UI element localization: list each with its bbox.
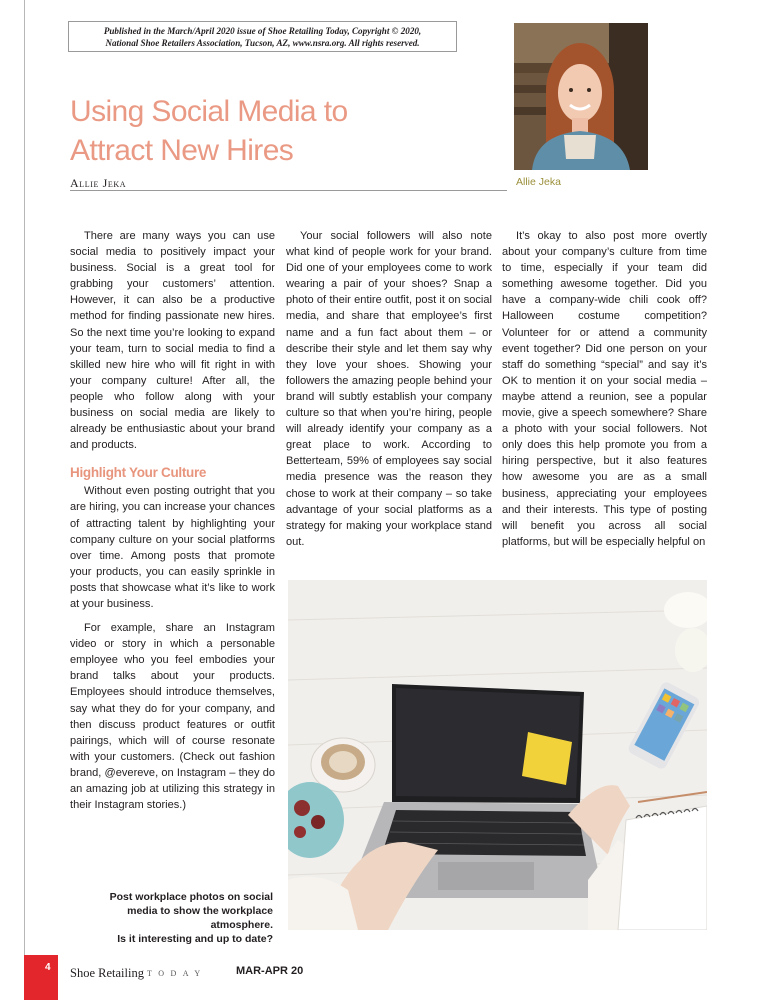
photo-caption-line-2: media to show the workplace atmosphere. <box>127 905 273 931</box>
section-subhead: Highlight Your Culture <box>70 465 207 481</box>
laptop-workspace-photo <box>288 580 707 930</box>
column-1-paragraph-1: There are many ways you can use social media to positively impact your business. Social is a great tool for grabbing your customers’ attention. However, it can also be a productive method for finding passionate new hires. So the next time you’re looking to expand your team, turn to social media to find a skilled new hire who will fit right in with your company culture! After all, the people who follow along with your business on social media are likely to already be enthusiastic about your brand and products. <box>70 230 275 452</box>
author-byline: Allie Jeka <box>70 176 127 190</box>
page-number: 4 <box>45 962 51 973</box>
column-2-paragraph-1: Your social followers will also note what kind of people work for your brand. Did one of your employees come to work wearing a pair of your shoes? Snap a photo of their entire outfit, post it on social media, and share that employee’s first name and a fun fact about them – or describe their style and let them say why they love your shoes. Showing your followers the amazing people behind your brand will subtly establish your company culture so that when you’re hiring, people will already identify your company as a great place to work. According to Betterteam, 59% of employees say social media presence was the reason they chose to work at their company – so take advantage of your social platforms as a strategy for making your workplace stand out. <box>286 230 492 548</box>
article-column-3 <box>502 228 707 550</box>
photo-caption <box>70 890 273 946</box>
column-1-paragraph-3: For example, share an Instagram video or story in which a personable employee who you feel embodies your brand talks about your products. Employees should introduce themselves, say what they do for your company, and then discuss product features or outfit pairings, which will of course resonate with your customers. (Check out fashion brand, @evereve, on Instagram – they do an amazing job at utilizing this strategy in their Instagram stories.) <box>70 622 275 812</box>
footer-publication-name: Shoe Retailing <box>70 966 144 980</box>
column-3-paragraph-1: It’s okay to also post more overtly about your company’s culture from time to time, especially if your team did something awesome together. Did you have a company-wide chili cook off? Halloween costume competition? Volunteer for or attend a community event together? Did one person on your staff do something “special” and say it’s OK to mention it on your social media – maybe attend a reunion, see a popular movie, give a speech somewhere? Share a photo with your social followers. Not only does this help promote you from a hiring perspective, but it also features how awesome you are as a small business, appreciating your employees and their interests. This type of posting will benefit you across all social platforms, but will be especially helpful on <box>502 230 707 548</box>
headline-line-1: Using Social Media to <box>70 95 348 128</box>
copyright-notice <box>68 21 457 52</box>
footer-publication-today: TODAY <box>147 969 207 978</box>
photo-caption-line-1: Post workplace photos on social <box>109 891 273 903</box>
article-column-2 <box>286 228 492 550</box>
article-column-1 <box>70 228 275 813</box>
column-1-paragraph-2: Without even posting outright that you are hiring, you can increase your chances of attracting talent by highlighting your company culture on your social platforms over time. Among posts that promote your products, you can easily sprinkle in posts that showcase what it’s like to work at your business. <box>70 485 275 610</box>
footer-issue-date: MAR-APR 20 <box>236 965 304 977</box>
page-margin-rule <box>24 0 25 955</box>
copyright-line-1: Published in the March/April 2020 issue of Shoe Retailing Today, Copyright © 2020, <box>103 26 422 36</box>
headline-line-2: Attract New Hires <box>70 134 294 167</box>
copyright-line-2: National Shoe Retailers Association, Tucson, AZ, www.nsra.org. All rights reserved. <box>105 38 420 48</box>
photo-caption-line-3: Is it interesting and up to date? <box>117 933 273 945</box>
headshot-caption: Allie Jeka <box>516 176 561 188</box>
author-headshot-photo <box>514 23 648 170</box>
page-number-tab <box>24 955 58 1000</box>
article-headline <box>70 92 490 170</box>
byline-divider <box>70 190 507 191</box>
